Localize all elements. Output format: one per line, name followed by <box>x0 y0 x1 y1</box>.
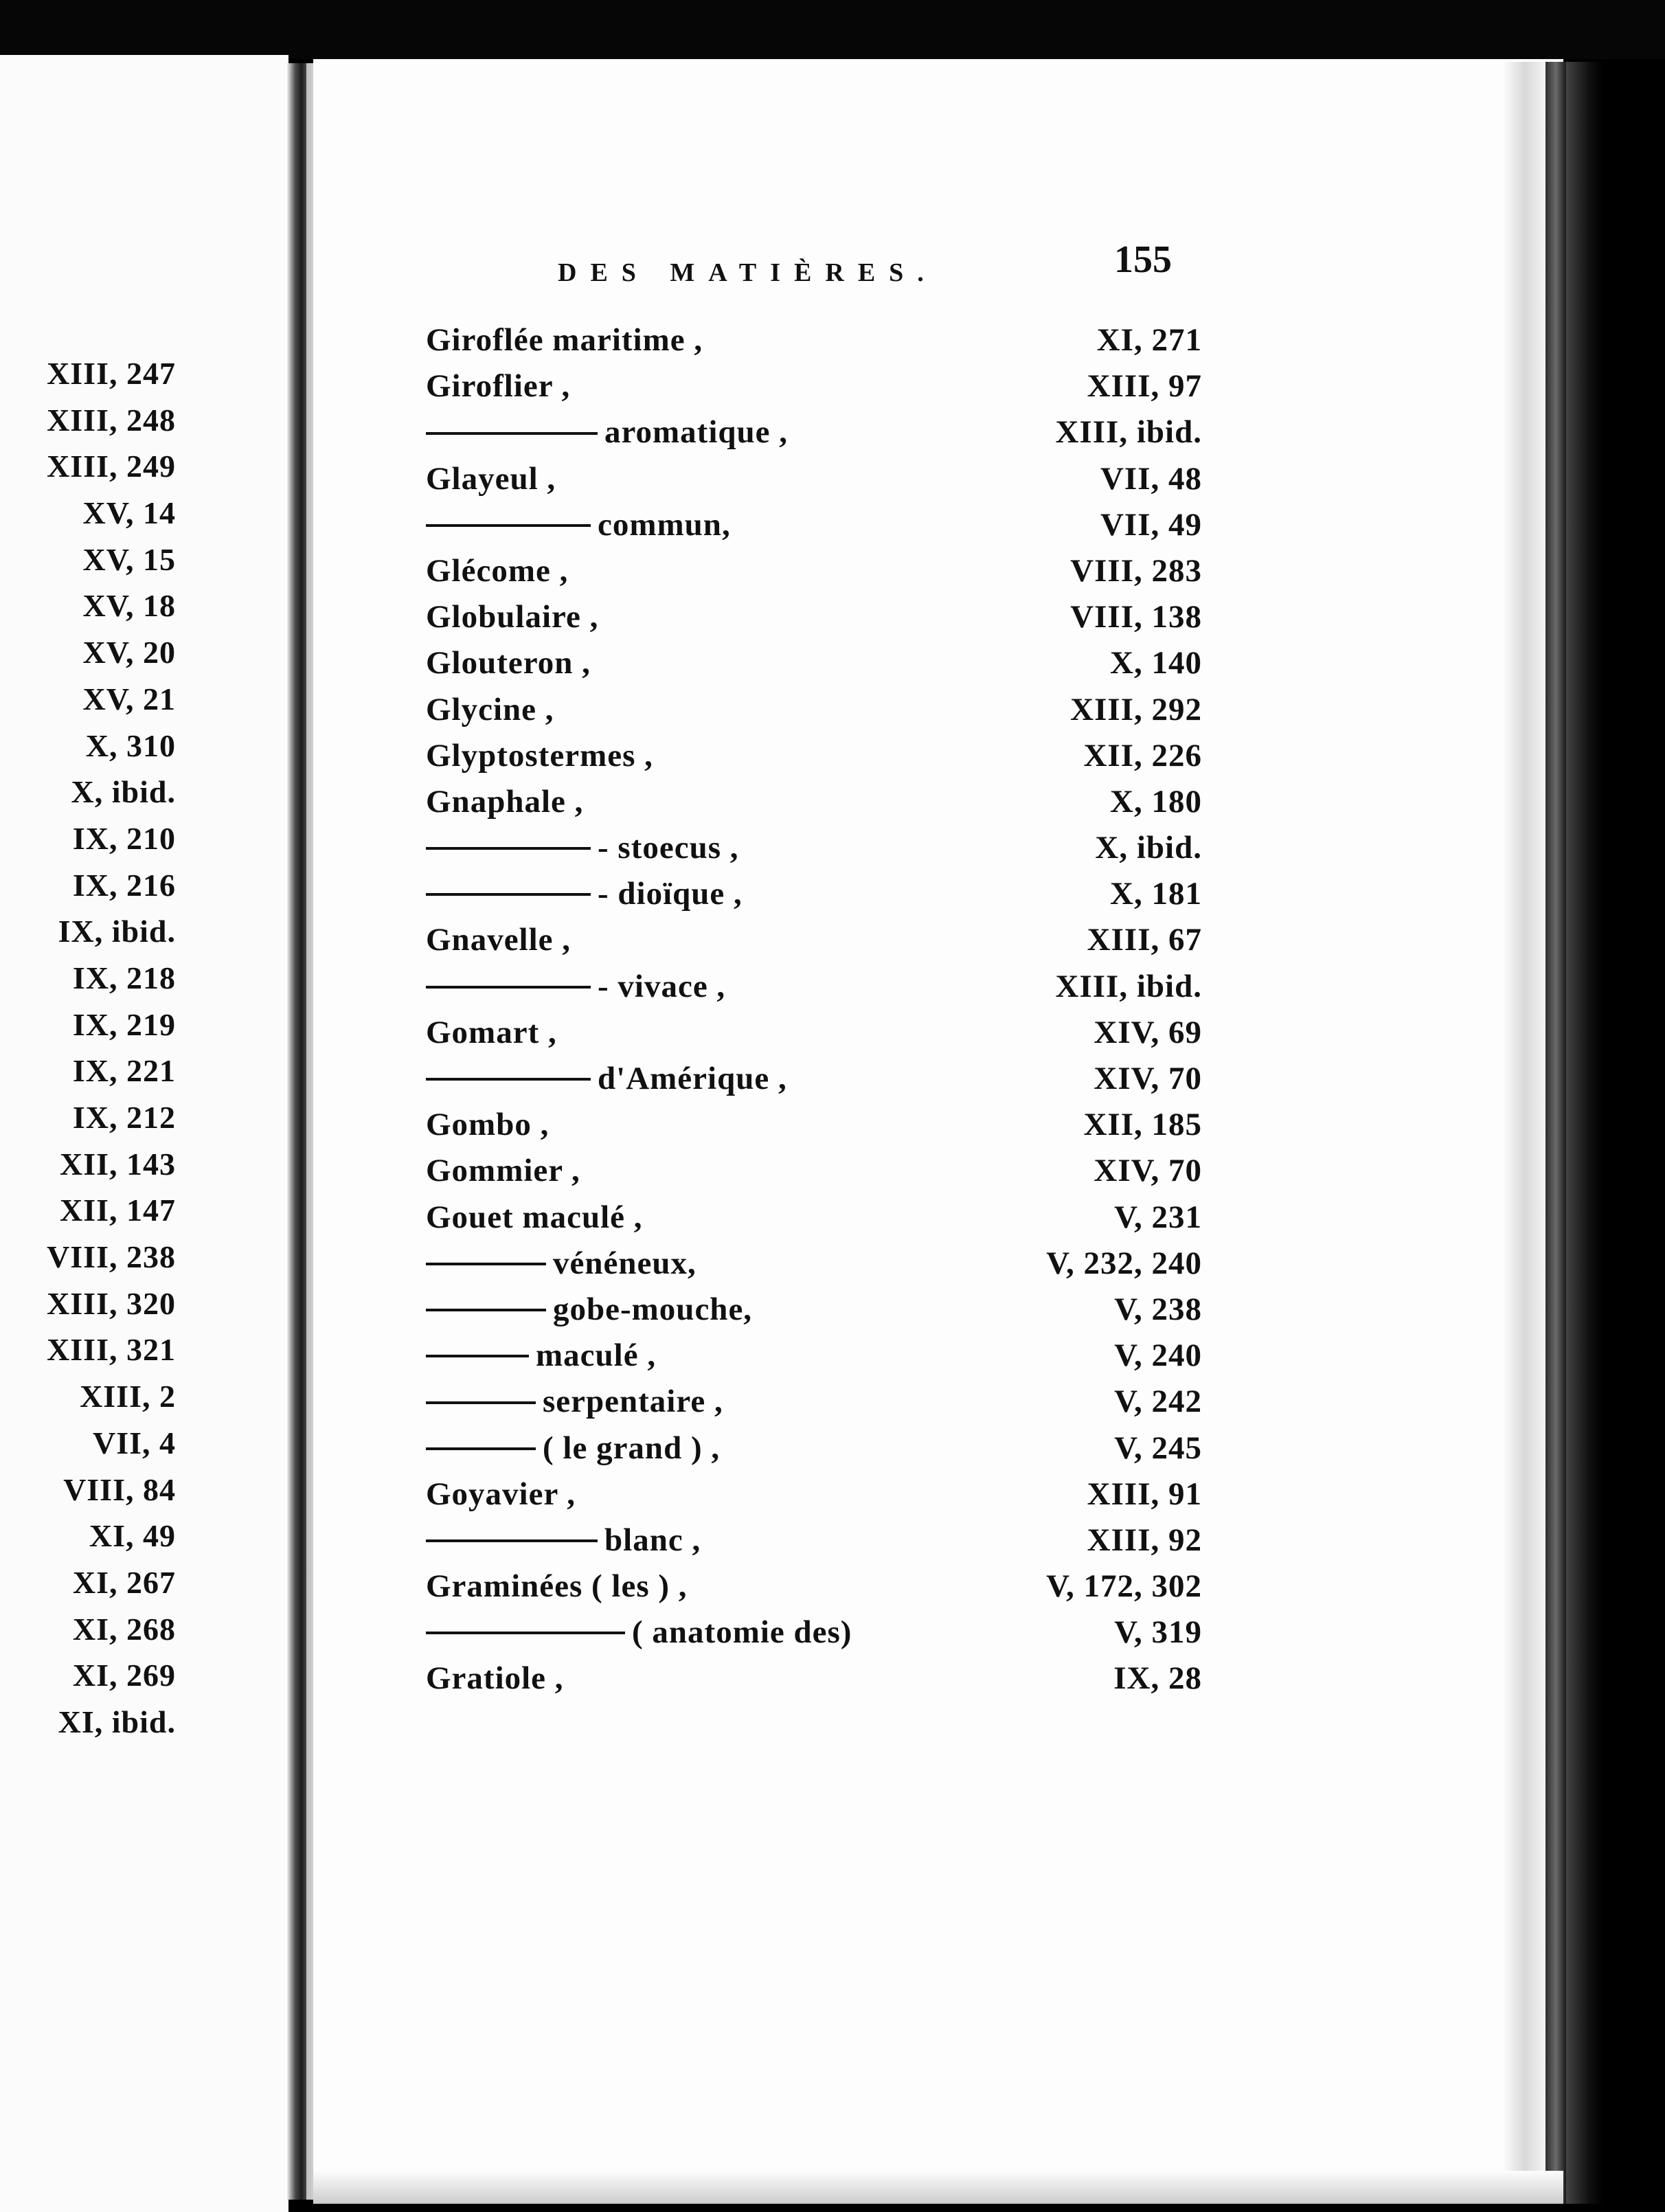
index-term <box>426 594 598 640</box>
index-term-text: Graminées ( les ) , <box>426 1568 688 1605</box>
index-term <box>426 779 583 825</box>
index-term-text: Gombo , <box>426 1107 550 1143</box>
index-term <box>426 1471 576 1517</box>
index-term <box>426 917 571 963</box>
left-page-ref: IX, 210 <box>72 820 176 856</box>
index-entry <box>426 409 1202 455</box>
index-term <box>426 733 653 779</box>
left-page-ref-list <box>0 350 176 1746</box>
index-entry <box>426 1287 1202 1333</box>
index-term <box>426 1010 557 1056</box>
index-volume-page-ref: V, 242 <box>1114 1384 1202 1420</box>
left-page-ref: XIII, 248 <box>47 402 176 438</box>
left-page-ref: XIII, 320 <box>47 1285 176 1321</box>
index-term-text: maculé , <box>536 1338 657 1374</box>
index-entry <box>426 363 1202 409</box>
index-entry <box>426 502 1202 548</box>
left-page-ref: XV, 15 <box>82 541 176 577</box>
index-term-text: vénéneux, <box>553 1245 696 1281</box>
index-entry <box>426 1564 1202 1610</box>
left-page-ref: IX, 212 <box>72 1100 176 1135</box>
index-volume-page-ref: XIII, 91 <box>1087 1476 1202 1512</box>
index-volume-page-ref: V, 172, 302 <box>1046 1568 1202 1605</box>
ditto-dash <box>426 847 591 850</box>
index-volume-page-ref: XIII, 97 <box>1087 368 1202 405</box>
index-term-text: blanc , <box>604 1522 701 1558</box>
index-term-text: - vivace , <box>598 968 726 1004</box>
left-page-ref: IX, 221 <box>72 1053 176 1089</box>
index-volume-page-ref: X, 180 <box>1110 783 1202 820</box>
page-bottom-shade <box>313 2171 1563 2204</box>
left-page-ref: XI, ibid. <box>58 1704 176 1739</box>
left-page-ref: IX, ibid. <box>58 914 176 949</box>
book-cover-edge <box>1566 62 1603 2204</box>
index-volume-page-ref: V, 232, 240 <box>1046 1245 1202 1281</box>
ditto-dash <box>426 1078 591 1081</box>
index-entry <box>426 964 1202 1010</box>
left-page-ref: XIII, 321 <box>47 1332 176 1368</box>
index-term <box>426 1241 696 1287</box>
index-term-text: Gnaphale , <box>426 783 584 820</box>
ditto-dash <box>426 1632 625 1634</box>
ditto-dash <box>426 1263 546 1265</box>
index-volume-page-ref: XIV, 70 <box>1094 1153 1202 1189</box>
index-volume-page-ref: XIII, 92 <box>1087 1522 1202 1558</box>
index-volume-page-ref: XIV, 69 <box>1094 1014 1202 1050</box>
index-entry <box>426 733 1202 779</box>
index-entry <box>426 871 1202 917</box>
index-term <box>426 1102 549 1148</box>
left-page-ref: VII, 4 <box>92 1425 176 1460</box>
page-edge <box>1504 62 1545 2204</box>
index-term <box>426 1656 564 1702</box>
index-volume-page-ref: X, 140 <box>1110 645 1202 681</box>
left-page-ref: XII, 147 <box>59 1193 176 1228</box>
index-entry <box>426 317 1202 363</box>
index-term-text: Giroflée maritime , <box>426 322 703 358</box>
index-term-text: ( le grand ) , <box>543 1430 721 1466</box>
index-term <box>426 1379 723 1425</box>
ditto-dash <box>426 986 591 989</box>
page-edge-shadow <box>1545 62 1566 2204</box>
ditto-dash <box>426 524 591 527</box>
index-term-text: serpentaire , <box>543 1384 723 1420</box>
index-term <box>426 871 743 917</box>
index-term <box>426 1425 720 1471</box>
index-entry <box>426 1195 1202 1241</box>
index-term <box>426 363 570 409</box>
index-volume-page-ref: XII, 226 <box>1083 737 1202 774</box>
index-entry <box>426 456 1202 502</box>
index-volume-page-ref: XIII, 67 <box>1087 922 1202 958</box>
index-term-text: ( anatomie des) <box>632 1614 852 1651</box>
left-page-ref: XIII, 247 <box>47 356 176 391</box>
index-term-text: Gnavelle , <box>426 922 571 958</box>
index-entry <box>426 917 1202 963</box>
index-volume-page-ref: X, ibid. <box>1095 830 1202 866</box>
index-term-text: d'Amérique , <box>598 1061 787 1096</box>
page-number: 155 <box>1114 238 1172 281</box>
index-term-text: Gratiole , <box>426 1660 564 1697</box>
left-page-ref: XI, 268 <box>72 1611 176 1647</box>
ditto-dash <box>426 1401 536 1404</box>
index-volume-page-ref: XII, 185 <box>1083 1107 1202 1143</box>
index-term <box>426 1287 752 1333</box>
index-entry <box>426 640 1202 686</box>
index-entry <box>426 1425 1202 1471</box>
index-term-text: gobe-mouche, <box>553 1291 753 1327</box>
index-entry <box>426 1102 1202 1148</box>
index-entry <box>426 594 1202 640</box>
index-term-text: Goyavier , <box>426 1476 576 1512</box>
index-term <box>426 456 556 502</box>
index-volume-page-ref: XI, 271 <box>1096 322 1202 358</box>
index-term-text: Gomart , <box>426 1014 557 1050</box>
index-volume-page-ref: V, 231 <box>1114 1199 1202 1235</box>
index-volume-page-ref: XIII, 292 <box>1070 691 1202 727</box>
index-term-text: Glyptostermes , <box>426 737 653 774</box>
index-term-text: Glycine , <box>426 691 554 727</box>
index-volume-page-ref: VIII, 138 <box>1070 599 1202 635</box>
index-volume-page-ref: X, 181 <box>1110 876 1202 912</box>
index-term <box>426 502 731 548</box>
index-entry <box>426 1010 1202 1056</box>
left-page-ref: IX, 216 <box>72 867 176 903</box>
index-entry <box>426 1148 1202 1194</box>
index-term <box>426 317 703 363</box>
index-term <box>426 640 591 686</box>
book-gutter <box>287 63 308 2200</box>
index-term-text: aromatique , <box>604 414 789 451</box>
left-page-ref: VIII, 238 <box>47 1239 176 1275</box>
index-term <box>426 964 725 1010</box>
left-page-ref: XIII, 2 <box>80 1379 176 1414</box>
index-term <box>426 687 554 733</box>
running-header: DES MATIÈRES. <box>558 258 938 287</box>
left-page-ref: XV, 21 <box>82 681 176 716</box>
index-entry <box>426 687 1202 733</box>
index-entry <box>426 1656 1202 1702</box>
index-term-text: Giroflier , <box>426 368 571 405</box>
index-volume-page-ref: V, 319 <box>1114 1614 1202 1651</box>
ditto-dash <box>426 432 598 435</box>
left-page-ref: XI, 267 <box>72 1564 176 1600</box>
index-volume-page-ref: XIII, ibid. <box>1055 414 1202 451</box>
index-volume-page-ref: XIII, ibid. <box>1055 968 1202 1004</box>
index-entry <box>426 1241 1202 1287</box>
left-page-ref: VIII, 84 <box>63 1471 176 1507</box>
index-entry <box>426 1517 1202 1564</box>
index-term-text: Gommier , <box>426 1153 580 1189</box>
left-page-ref: XII, 143 <box>59 1146 176 1182</box>
index-entry <box>426 1610 1202 1656</box>
index-entry <box>426 548 1202 594</box>
index-term <box>426 548 568 594</box>
left-page-ref: XI, 269 <box>72 1658 176 1693</box>
index-term-text: - stoecus , <box>598 830 739 866</box>
left-page-ref: XV, 18 <box>82 588 176 624</box>
index-entry <box>426 1379 1202 1425</box>
index-entry <box>426 1056 1202 1102</box>
index-term-text: Gouet maculé , <box>426 1199 643 1235</box>
index-term-text: - dioïque , <box>598 876 743 912</box>
ditto-dash <box>426 1539 598 1542</box>
index-volume-page-ref: V, 240 <box>1114 1338 1202 1374</box>
index-term-text: Glouteron , <box>426 645 591 681</box>
index-term <box>426 409 788 455</box>
left-page-ref: XIII, 249 <box>47 449 176 484</box>
index-term <box>426 1517 701 1564</box>
index-term-text: commun, <box>598 506 731 543</box>
left-page-ref: XV, 14 <box>82 495 176 531</box>
index-term <box>426 1610 852 1656</box>
index-term-text: Globulaire , <box>426 599 599 635</box>
index-entry <box>426 779 1202 825</box>
index-volume-page-ref: VII, 49 <box>1100 506 1202 543</box>
index-volume-page-ref: VIII, 283 <box>1070 552 1202 589</box>
ditto-dash <box>426 893 591 896</box>
index-term <box>426 1148 580 1194</box>
left-page <box>0 55 288 2212</box>
index-entry <box>426 1471 1202 1517</box>
left-page-ref: IX, 219 <box>72 1006 176 1042</box>
index-term <box>426 1195 643 1241</box>
left-page-ref: X, ibid. <box>71 774 176 810</box>
left-page-ref: IX, 218 <box>72 960 176 995</box>
left-page-ref: X, 310 <box>85 727 176 763</box>
index-term-text: Glécome , <box>426 552 569 589</box>
left-page-ref: XI, 49 <box>89 1518 176 1554</box>
ditto-dash <box>426 1355 529 1357</box>
index-term <box>426 1333 656 1379</box>
index-term <box>426 825 739 871</box>
index-volume-page-ref: V, 238 <box>1114 1291 1202 1327</box>
index-entry <box>426 825 1202 871</box>
index-term <box>426 1056 787 1102</box>
index-volume-page-ref: V, 245 <box>1114 1430 1202 1466</box>
index-volume-page-ref: IX, 28 <box>1113 1660 1202 1697</box>
ditto-dash <box>426 1447 536 1450</box>
index-term-text: Glayeul , <box>426 460 556 497</box>
index-entry <box>426 1333 1202 1379</box>
index-volume-page-ref: VII, 48 <box>1100 460 1202 497</box>
left-page-ref: XV, 20 <box>82 635 176 670</box>
ditto-dash <box>426 1309 546 1311</box>
index-term <box>426 1564 688 1610</box>
top-margin <box>0 0 1665 59</box>
index-volume-page-ref: XIV, 70 <box>1094 1061 1202 1096</box>
index-list <box>426 317 1202 1702</box>
